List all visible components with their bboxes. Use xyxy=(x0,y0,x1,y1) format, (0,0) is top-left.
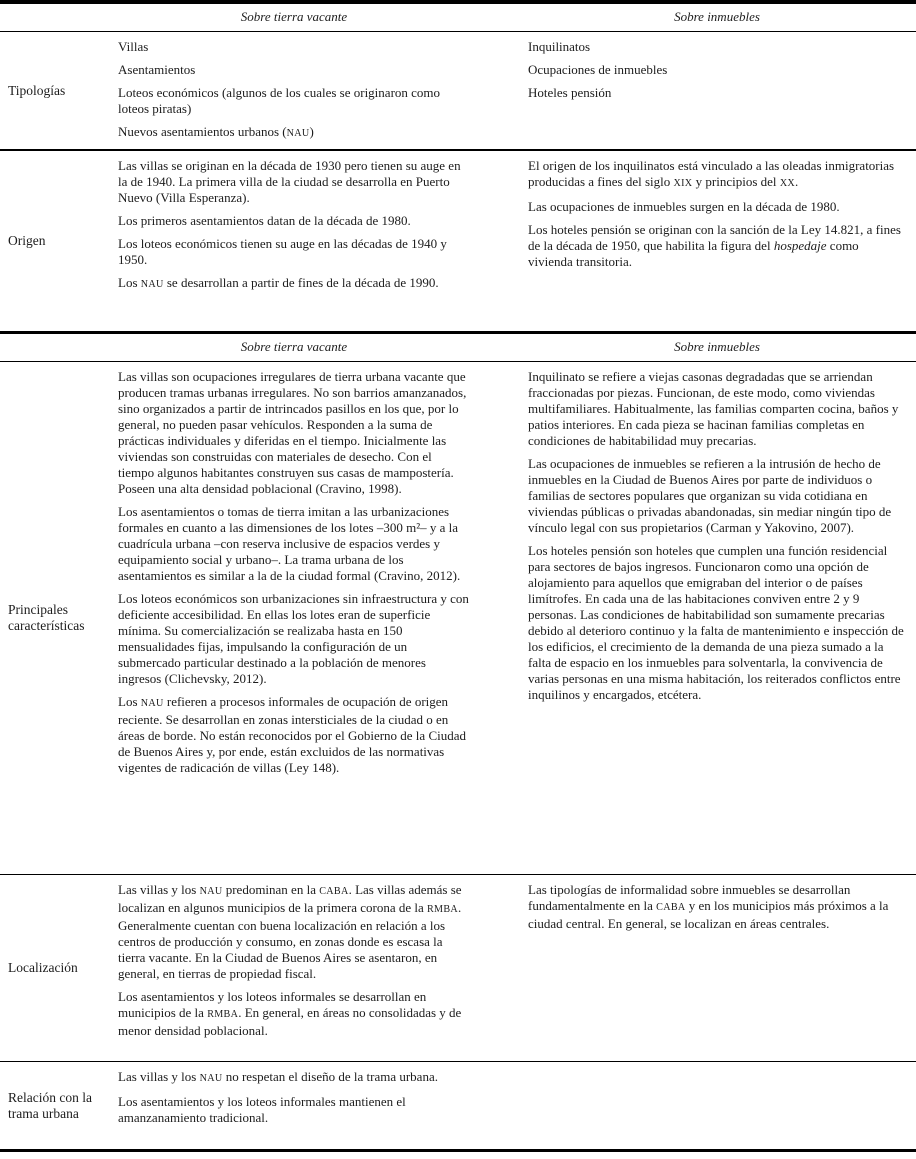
cell-localizacion-inmuebles xyxy=(528,875,906,1061)
row-localizacion xyxy=(0,875,916,1061)
cell-localizacion-tierra-vacante xyxy=(118,875,470,1061)
paragraph: Los asentamientos y los loteos informales mantienen el amanzanamiento tradicional. xyxy=(118,1094,406,1125)
paragraph: Los hoteles pensión son hoteles que cumplen una función residencial para sectores de bajos ingresos. Funcionaron como una opción de alojamiento para aquellos que emigraban del interior o de países limítrofes. En cada una de las habitaciones conviven entre 2 y 9 personas. Las condiciones de habitabilidad son sumamente precarias debido al deterioro continuo y la falta de mantenimiento e inspección de los edificios, el crecimiento de la demanda de una pieza sumado a la falta de espacio en los inmuebles para solventarla, la convivencia de varias personas en una misma habitación, los reiterados conflictos entre inquilinos y encargados, etcétera. xyxy=(528,543,904,702)
paragraph: Los loteos económicos son urbanizaciones sin infraestructura y con deficiente accesibilidad. En ellas los lotes eran de superficie mínima. Su comercialización se realizaba hasta en 150 mensualidades fijas, impulsando la configuración de un submercado particular destinado a la población de menores ingresos (Clichevsky, 2012). xyxy=(118,591,469,686)
paragraph: El origen de los inquilinatos está vinculado a las oleadas inmigratorias producidas a fines del siglo XIX y principios del XX. xyxy=(528,158,895,189)
column-header-cell-inmuebles-2 xyxy=(528,334,906,361)
cell-caracteristicas-inmuebles xyxy=(528,362,906,874)
column-header-row-2 xyxy=(0,334,916,361)
cell-relacion-inmuebles xyxy=(528,1062,906,1149)
paragraph: Inquilinatos xyxy=(528,39,591,54)
paragraph: Asentamientos xyxy=(118,62,196,77)
cell-origen-tierra-vacante xyxy=(118,151,470,331)
row-label-tipologias: Tipologías xyxy=(8,82,66,98)
header-spacer-2 xyxy=(0,334,118,361)
column-header-tierra-vacante-repeat: Sobre tierra vacante xyxy=(240,339,348,354)
column-header-inmuebles: Sobre inmuebles xyxy=(674,9,760,24)
paragraph: Los asentamientos y los loteos informales se desarrollan en municipios de la RMBA. En general, en áreas no consolidadas y de menor densidad poblacional. xyxy=(118,989,462,1038)
cell-tipologias-inmuebles xyxy=(528,32,906,149)
paragraph: Los primeros asentamientos datan de la década de 1980. xyxy=(118,213,411,228)
cell-origen-inmuebles xyxy=(528,151,906,331)
row-principales-caracteristicas xyxy=(0,362,916,874)
row-relacion-trama-urbana xyxy=(0,1062,916,1149)
paragraph: Las villas y los NAU no respetan el diseño de la trama urbana. xyxy=(118,1069,438,1084)
row-tipologias xyxy=(0,32,916,149)
column-header-cell-inmuebles-1 xyxy=(528,4,906,31)
paragraph: Las tipologías de informalidad sobre inmuebles se desarrollan fundamentalmente en la CABA y en los municipios más próximos a la ciudad central. En general, se localizan en áreas centrales. xyxy=(528,882,889,931)
paragraph: Los asentamientos o tomas de tierra imitan a las urbanizaciones formales en cuanto a las dimensiones de los lotes –300 m²– y a la cuadrícula urbana –con reserva inclusive de espacios verdes y equipamiento social y urbano–. La trama urbana de los asentamientos es similar a la de la ciudad formal (Cravino, 2012). xyxy=(118,504,461,583)
paragraph: Los loteos económicos tienen su auge en las décadas de 1940 y 1950. xyxy=(118,236,447,267)
column-header-row-1 xyxy=(0,4,916,31)
cell-caracteristicas-tierra-vacante xyxy=(118,362,470,874)
cell-tipologias-tierra-vacante xyxy=(118,32,470,149)
paragraph: Hoteles pensión xyxy=(528,85,612,100)
paragraph: Los NAU refieren a procesos informales de ocupación de origen reciente. Se desarrollan en zonas intersticiales de la ciudad o en áreas de borde. No están reconocidos por el Gobierno de la Ciudad de Buenos Aires y, por ende, están excluidos de las normativas vigentes de radicación de villas (Ley 148). xyxy=(118,694,466,775)
paragraph: Loteos económicos (algunos de los cuales se originaron como loteos piratas) xyxy=(118,85,441,116)
row-label-relacion-trama-urbana: Relación con la trama urbana xyxy=(8,1089,92,1121)
paragraph: Inquilinato se refiere a viejas casonas degradadas que se arriendan fraccionadas por piezas. Funcionan, de este modo, como viviendas multifamiliares. Habitualmente, las familias comparten cocina, baños y patios interiores. En cada pieza se hacinan familias completas en condiciones de habitabilidad muy precarias. xyxy=(528,369,899,448)
header-spacer-1 xyxy=(0,4,118,31)
row-origen xyxy=(0,151,916,331)
column-header-inmuebles-repeat: Sobre inmuebles xyxy=(674,339,760,354)
row-label-principales-caracteristicas: Principales características xyxy=(8,602,85,633)
paragraph: Los hoteles pensión se originan con la sanción de la Ley 14.821, a fines de la década de 1950, que habilita la figura del hospedaje como vivienda transitoria. xyxy=(528,222,901,269)
paragraph: Las villas son ocupaciones irregulares de tierra urbana vacante que producen tramas urbanas irregulares. No son barrios amanzanados, sino organizados a partir de intrincados pasillos en los que, por lo general, no pueden pasar vehículos. Responden a la suma de prácticas individuales y diferidas en el tiempo. Inicialmente las viviendas son construidas con materiales de desecho. Con el tiempo algunos habitantes construyen sus casas de mampostería. Poseen una alta densidad poblacional (Cravino, 1998). xyxy=(118,369,467,496)
cell-relacion-tierra-vacante xyxy=(118,1062,470,1149)
paragraph: Ocupaciones de inmuebles xyxy=(528,62,668,77)
column-header-cell-tierra-vacante-1 xyxy=(118,4,470,31)
row-label-origen: Origen xyxy=(8,233,46,248)
paragraph: Las ocupaciones de inmuebles surgen en la década de 1980. xyxy=(528,199,840,214)
row-label-localizacion: Localización xyxy=(8,960,78,975)
column-header-tierra-vacante: Sobre tierra vacante xyxy=(240,9,348,24)
column-header-cell-tierra-vacante-2 xyxy=(118,334,470,361)
paragraph: Nuevos asentamientos urbanos (NAU) xyxy=(118,124,314,139)
paragraph: Las ocupaciones de inmuebles se refieren a la intrusión de hecho de inmuebles en la Ciudad de Buenos Aires por parte de individuos o familias de sectores populares que organizan su vida cotidiana en viviendas públicas o privadas abandonadas, sin mediar ningún tipo de vínculo legal con sus propietarios (Carman y Yakovino, 2007). xyxy=(528,456,892,535)
paragraph: Las villas se originan en la década de 1930 pero tienen su auge en la de 1940. La primera villa de la ciudad se desarrolla en Puerto Nuevo (Villa Esperanza). xyxy=(118,158,461,205)
rule-bottom xyxy=(0,1149,916,1152)
paragraph: Villas xyxy=(118,39,149,54)
paragraph: Las villas y los NAU predominan en la CABA. Las villas además se localizan en algunos municipios de la primera corona de la RMBA. Generalmente cuentan con buena localización en relación a los centros de producción y consumo, en zonas donde es escasa la tierra vacante. En la Ciudad de Buenos Aires se asentaron, en general, en tierras de propiedad fiscal. xyxy=(118,882,462,981)
paragraph: Los NAU se desarrollan a partir de fines de la década de 1990. xyxy=(118,275,439,290)
